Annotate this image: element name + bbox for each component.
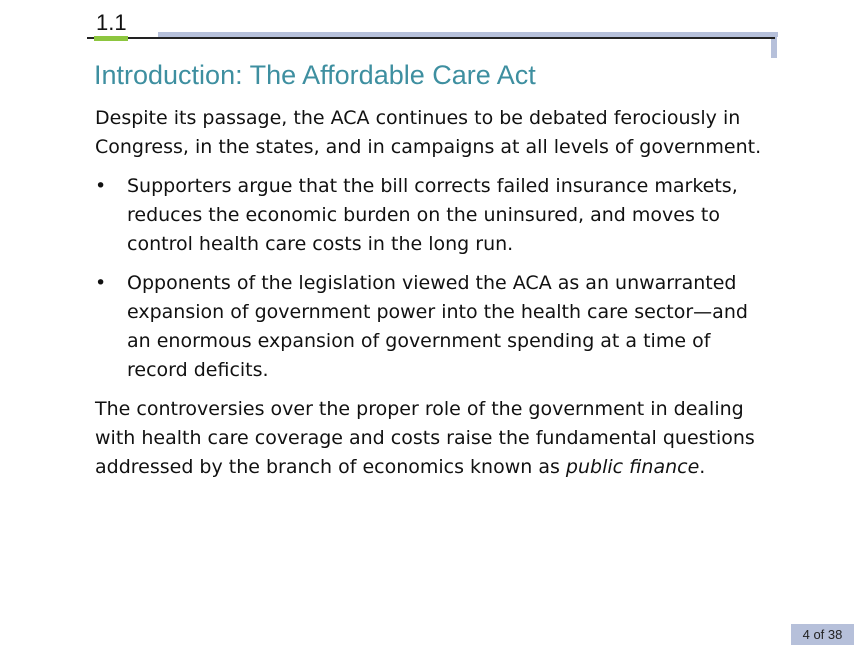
page-indicator: 4 of 38 — [791, 624, 854, 645]
closing-text: The controversies over the proper role of the government in dealing with health care coverage and costs raise the fundamental questions addressed by the branch of economics known as — [95, 398, 755, 478]
section-accent-bar — [94, 36, 128, 41]
bullet-icon: • — [95, 175, 107, 197]
bullet-item-supporters — [95, 172, 775, 259]
slide-title: Introduction: The Affordable Care Act — [94, 60, 536, 90]
slide-body — [95, 104, 775, 492]
header-rule-black — [87, 37, 775, 39]
bullet-text: Supporters argue that the bill corrects failed insurance markets, reduces the economic burden on the uninsured, and moves to control health care costs in the long run. — [127, 175, 738, 255]
closing-end: . — [699, 456, 706, 478]
intro-paragraph: Despite its passage, the ACA continues to be debated ferociously in Congress, in the states, and in campaigns at all levels of government. — [95, 107, 762, 158]
closing-paragraph — [95, 395, 775, 482]
header-rule-blue-end — [771, 32, 777, 58]
bullet-item-opponents — [95, 269, 775, 385]
bullet-icon: • — [95, 272, 107, 294]
section-number: 1.1 — [96, 10, 127, 35]
closing-emphasis: public finance — [565, 456, 700, 478]
bullet-text: Opponents of the legislation viewed the ACA as an unwarranted expansion of government power into the health care sector—and an enormous expansion of government spending at a time of record deficits. — [127, 272, 748, 381]
